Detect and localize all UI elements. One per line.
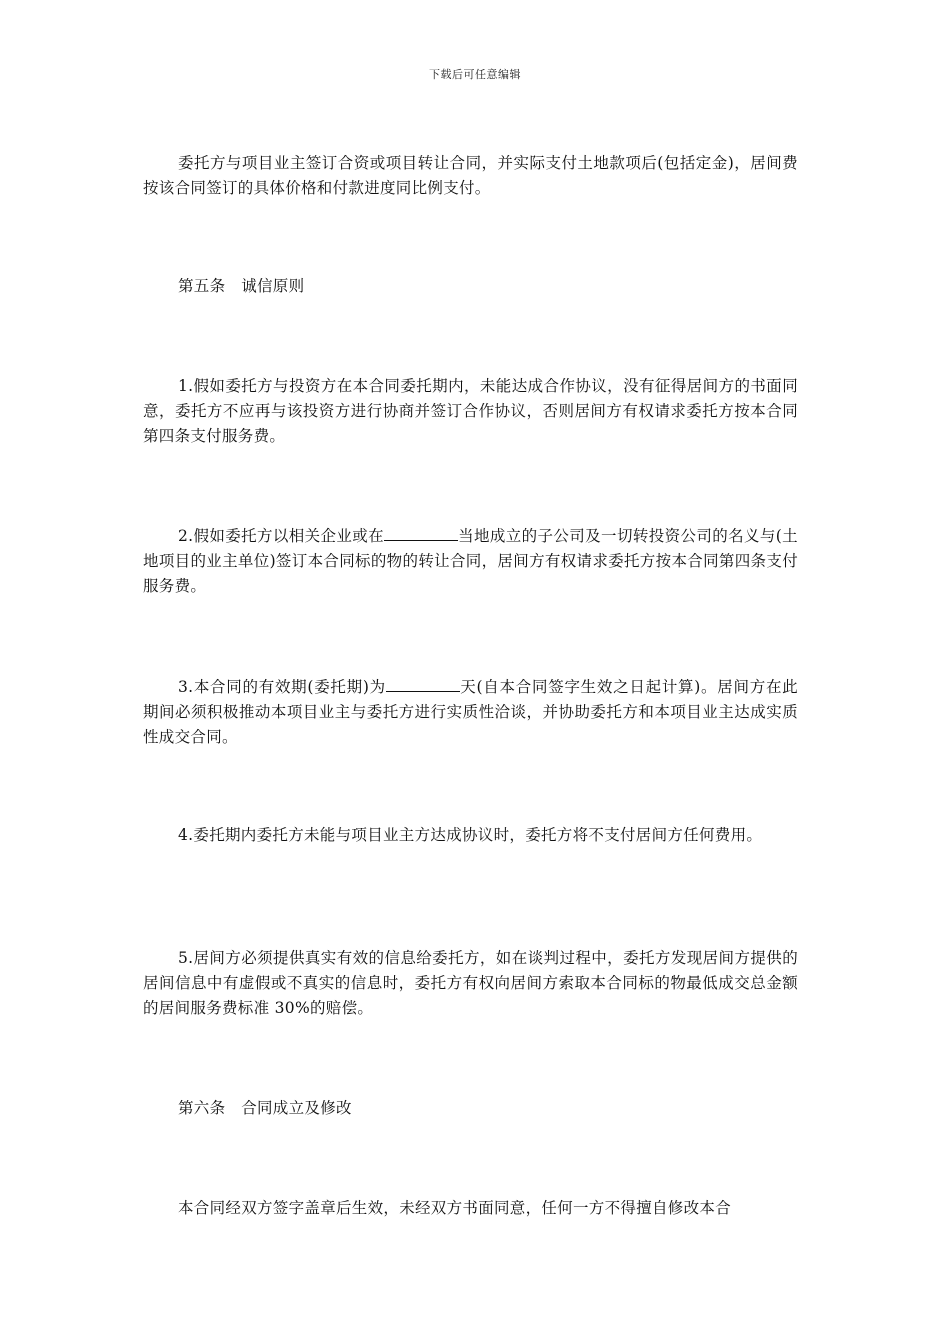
article-5-item-2-part-a: 2.假如委托方以相关企业或在	[178, 527, 385, 545]
article-5-item-3-part-b: 天(自本合同签字生效之日起计算)。居间方在此期间必须积极推动本项目业主与委托方进行实质性洽谈，并协助委托方和本项目业主达成实质性成交合同。	[143, 678, 798, 746]
article-5-item-1: 1.假如委托方与投资方在本合同委托期内，未能达成合作协议，没有征得居间方的书面同意，委托方不应再与该投资方进行协商并签订合作协议，否则居间方有权请求委托方按本合同第四条支付服务费。	[143, 377, 798, 445]
article-5-item-3-part-a: 3.本合同的有效期(委托期)为	[178, 678, 386, 696]
blank-line	[384, 526, 458, 541]
article-5-item-4: 4.委托期内委托方未能与项目业主方达成协议时，委托方将不支付居间方任何费用。	[178, 826, 763, 844]
intro-paragraph: 委托方与项目业主签订合资或项目转让合同，并实际支付土地款项后(包括定金)，居间费按该合同签订的具体价格和付款进度同比例支付。	[143, 154, 798, 197]
article-5-heading: 第五条 诚信原则	[178, 277, 305, 295]
blank-line	[386, 677, 460, 692]
article-5-item-2	[143, 524, 798, 599]
article-5-item-5: 5.居间方必须提供真实有效的信息给委托方，如在谈判过程中，委托方发现居间方提供的居间信息中有虚假或不真实的信息时，委托方有权向居间方索取本合同标的物最低成交总金额的居间服务费标准 30%的赔偿。	[143, 949, 798, 1017]
article-6-body: 本合同经双方签字盖章后生效，未经双方书面同意，任何一方不得擅自修改本合	[178, 1199, 732, 1217]
article-6-heading: 第六条 合同成立及修改	[178, 1099, 352, 1117]
header-note: 下载后可任意编辑	[429, 68, 521, 81]
article-5-item-3	[143, 675, 798, 750]
article-5-item-2-part-b: 当地成立的子公司及一切转投资公司的名义与(土地项目的业主单位)签订本合同标的物的转让合同，居间方有权请求委托方按本合同第四条支付服务费。	[143, 527, 798, 595]
